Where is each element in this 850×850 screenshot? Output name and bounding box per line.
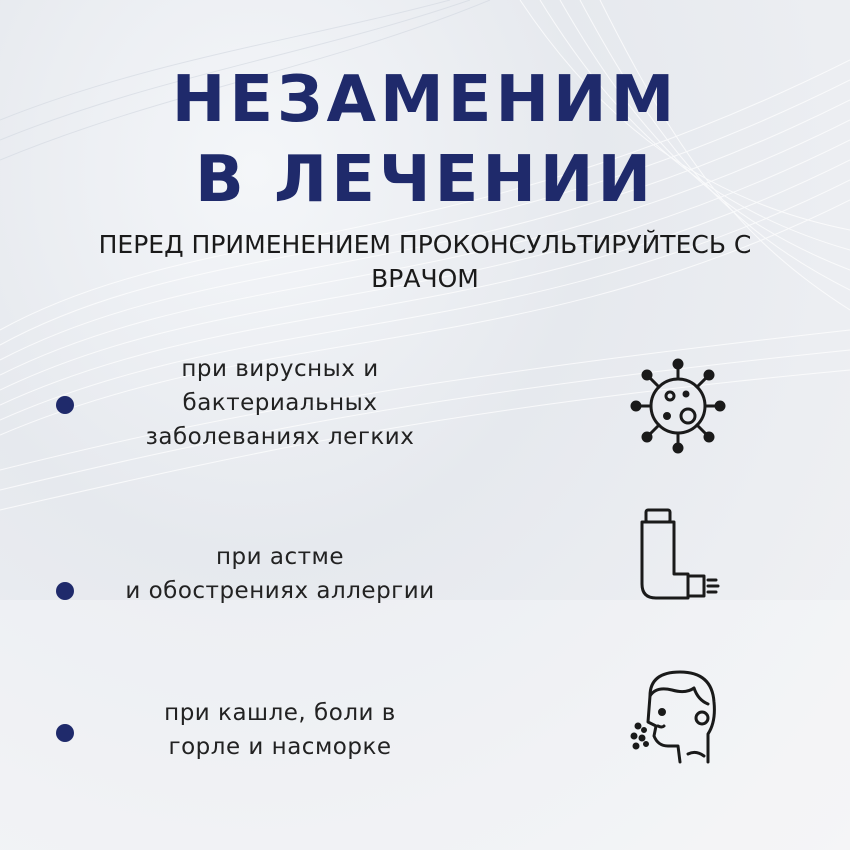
list-item-cough	[0, 696, 850, 776]
bullet	[56, 724, 74, 742]
bullet	[56, 396, 74, 414]
subtitle-line-1: ПЕРЕД ПРИМЕНЕНИЕМ ПРОКОНСУЛЬТИРУЙТЕСЬ С	[98, 230, 752, 259]
inhaler-icon	[628, 506, 728, 606]
bullet	[56, 582, 74, 600]
list-item-line: при вирусных и	[181, 356, 379, 382]
list-item-line: горле и насморке	[168, 734, 392, 760]
list-item-viral	[0, 352, 850, 462]
list-item-line: и обострениях аллергии	[125, 578, 435, 604]
virus-icon	[628, 356, 728, 456]
list-item-text	[90, 352, 470, 454]
page-title-line-2: В ЛЕЧЕНИИ	[194, 143, 656, 217]
list-item-asthma	[0, 540, 850, 620]
coughing-person-icon	[628, 666, 728, 766]
subtitle	[40, 228, 810, 296]
page-title-line-1: НЕЗАМЕНИМ	[171, 63, 679, 137]
list-item-text	[90, 540, 470, 608]
subtitle-line-2: ВРАЧОМ	[371, 264, 479, 293]
list-item-line: при астме	[215, 544, 345, 570]
list-item-line: бактериальных	[182, 390, 378, 416]
list-item-text	[90, 696, 470, 764]
list-item-line: при кашле, боли в	[164, 700, 396, 726]
list-item-line: заболеваниях легких	[145, 424, 415, 450]
